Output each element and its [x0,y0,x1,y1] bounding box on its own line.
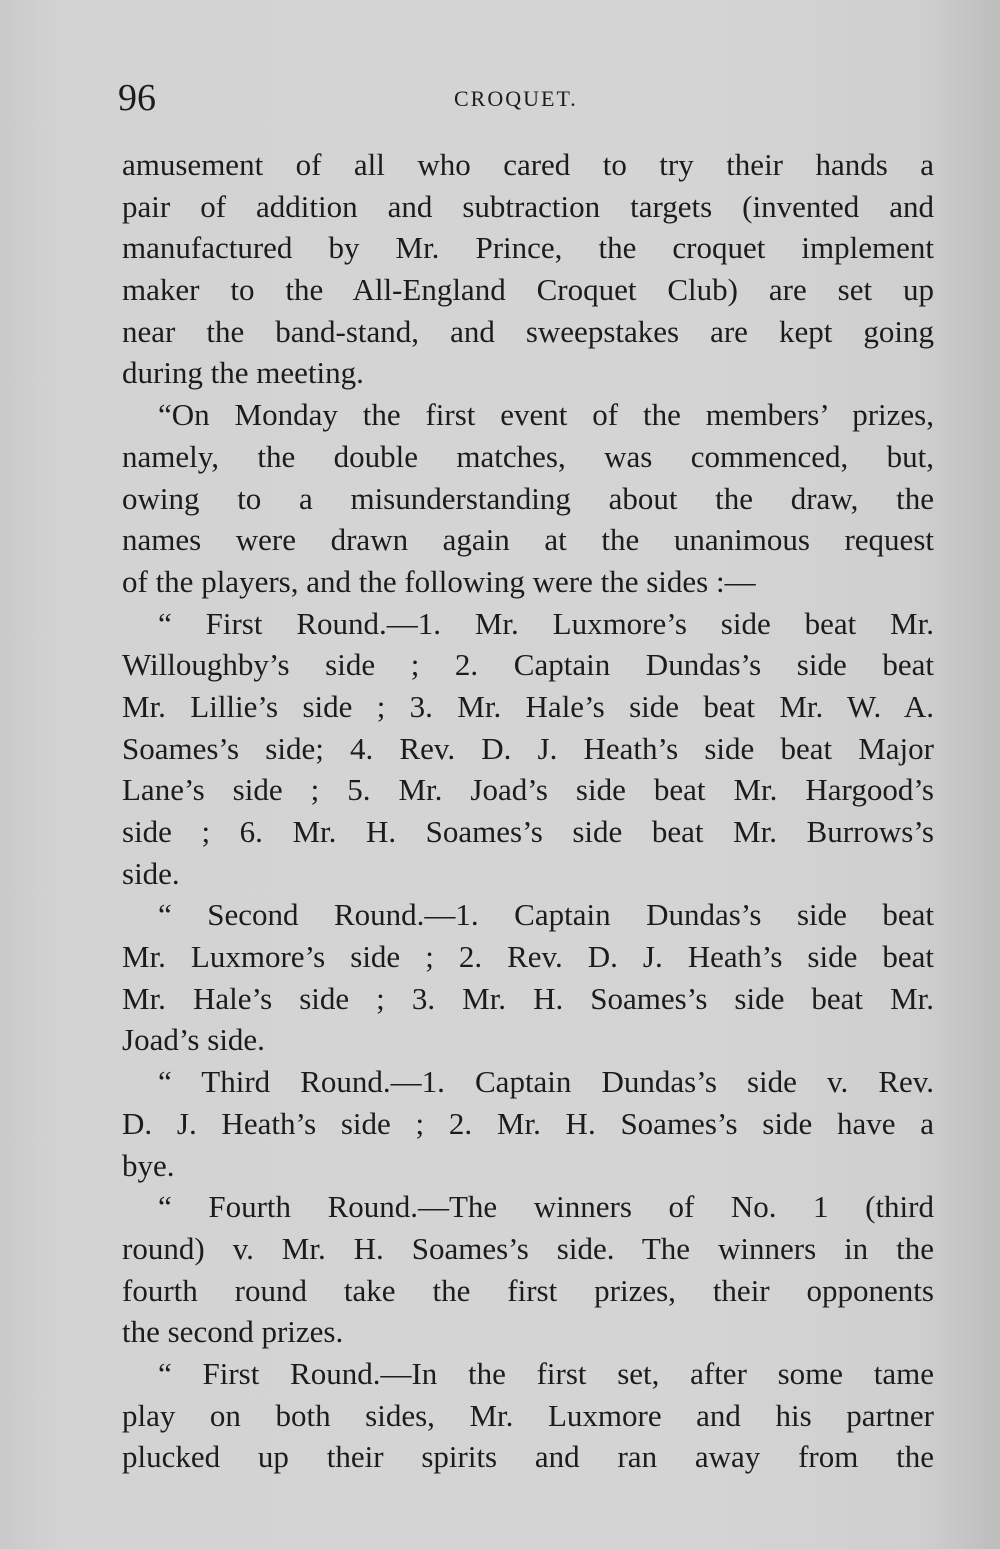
text-line: manufactured by Mr. Prince, the croquet implement [122,230,934,266]
text-line: “ First Round.—In the first set, after some tame [158,1355,934,1391]
text-line: fourth round take the first prizes, their opponents [122,1272,934,1308]
running-head [118,76,938,126]
text-line: “ Second Round.—1. Captain Dundas’s side beat [158,897,934,933]
text-line: Joad’s side. [122,1022,265,1058]
text-line: of the players, and the following were the sides :— [122,563,756,599]
text-line: namely, the double matches, was commenced, but, [122,438,934,474]
text-line: maker to the All-England Croquet Club) are set up [122,272,934,308]
text-line: near the band-stand, and sweepstakes are kept going [122,313,934,349]
text-line: owing to a misunderstanding about the draw, the [122,480,934,516]
text-line: names were drawn again at the unanimous request [122,522,934,558]
text-line: “ First Round.—1. Mr. Luxmore’s side beat Mr. [158,605,934,641]
text-line: Mr. Luxmore’s side ; 2. Rev. D. J. Heath’s side beat [122,939,934,975]
text-line: plucked up their spirits and ran away from the [122,1439,934,1475]
text-line: “ Third Round.—1. Captain Dundas’s side v. Rev. [158,1064,934,1100]
text-line: round) v. Mr. H. Soames’s side. The winners in the [122,1230,934,1266]
text-line: play on both sides, Mr. Luxmore and his partner [122,1397,934,1433]
page-number: 96 [118,77,156,119]
text-line: Mr. Hale’s side ; 3. Mr. H. Soames’s side beat Mr. [122,980,934,1016]
text-line: Willoughby’s side ; 2. Captain Dundas’s side beat [122,647,934,683]
text-line: side ; 6. Mr. H. Soames’s side beat Mr. Burrows’s [122,814,934,849]
text-line: bye. [122,1147,175,1183]
running-title: CROQUET. [454,86,578,111]
text-line: the second prizes. [122,1314,344,1350]
text-line: D. J. Heath’s side ; 2. Mr. H. Soames’s side have a [122,1105,934,1141]
text-line: Lane’s side ; 5. Mr. Joad’s side beat Mr. Hargood’s [122,772,934,808]
text-line: side. [122,855,180,891]
text-line: amusement of all who cared to try their hands a [122,147,934,182]
text-line: “On Monday the first event of the members’ prizes, [158,397,934,433]
text-line: Soames’s side; 4. Rev. D. J. Heath’s side beat Major [122,730,934,766]
text-line: Mr. Lillie’s side ; 3. Mr. Hale’s side beat Mr. W. A. [122,688,934,724]
body-text [122,144,934,1478]
text-line: during the meeting. [122,355,364,391]
text-line: pair of addition and subtraction targets (invented and [122,188,934,224]
text-line: “ Fourth Round.—The winners of No. 1 (third [158,1189,934,1225]
